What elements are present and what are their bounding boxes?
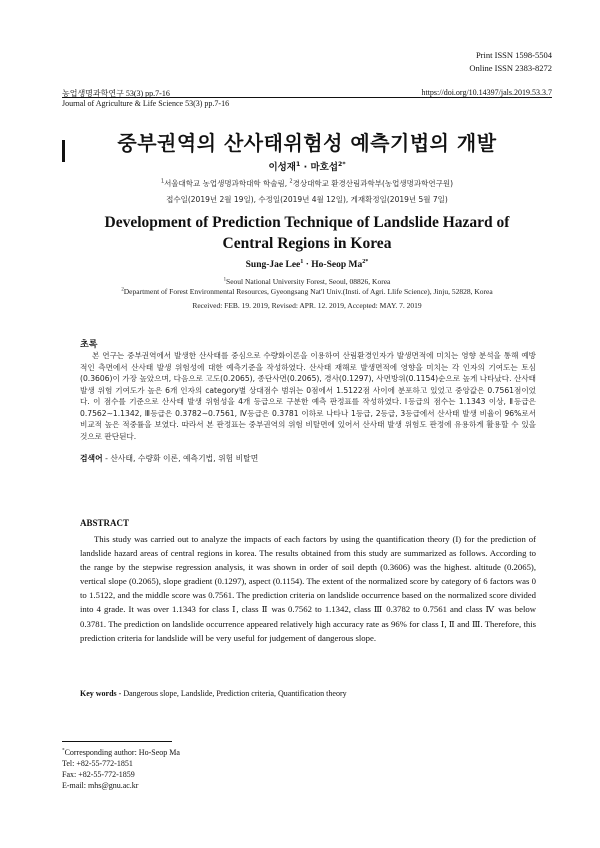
author-1-name: 이성재 [268, 162, 296, 173]
paper-title-korean: 중부권역의 산사태위험성 예측기법의 개발 [117, 131, 497, 155]
keywords-label-korean: 검색어 [80, 454, 103, 463]
footnote-mark: * [62, 747, 65, 754]
author-1-name-en: Sung-Jae Lee [245, 260, 301, 270]
authors-english [62, 260, 552, 270]
author-2-name: · 마호섭 [300, 162, 339, 173]
affiliation-1-english [62, 277, 552, 286]
online-issn: Online ISSN 2383-8272 [469, 63, 552, 73]
doi-link[interactable]: https://doi.org/10.14397/jals.2019.53.3.7 [421, 88, 552, 97]
affil-2-mark-en: 2 [121, 287, 124, 293]
footnote-email[interactable]: E-mail: mhs@gnu.ac.kr [62, 781, 139, 790]
affil-1-mark: 1 [160, 178, 165, 185]
header-divider [62, 97, 552, 98]
author-1-affil-mark: 1 [295, 160, 301, 168]
affiliation-2-english [62, 287, 552, 296]
keywords-list-korean: - 산사태, 수량화 이론, 예측기법, 위험 비탈면 [102, 454, 259, 463]
keywords-list-english: - Dangerous slope, Landslide, Prediction criteria, Quantification theory [116, 689, 347, 698]
keywords-korean [80, 453, 258, 464]
affil-2-mark: 2 [289, 178, 293, 185]
paper-title-english [62, 212, 552, 254]
author-2-name-en: · Ho-Seop Ma [303, 260, 363, 270]
affiliation-1-text: Seoul National University Forest, Seoul, 08826, Korea [226, 277, 391, 286]
author-1-affil-mark-en: 1 [300, 258, 304, 265]
abstract-body-english: This study was carried out to analyze the impacts of each factors by using the quantification theory (I) for the prediction of landslide hazard areas of central regions in korea. The results obtained from this study are summarized as follows. According to the range by the stepwise regression analysis, it was shown in order of soil depth (0.3606) was the highest. altitude (0.2065), vertical slope (0.2065), slope gradient (0.1297), aspect (0.1154). The extent of the normalized score by category of 6 factors was 0 to 1.5122, and the middle score was 0.7561. The prediction criteria on landslide occurrence based on the normalized score divided into 4 grade. It was over 1.1343 for class Ⅰ, class Ⅱ was 0.7562 to 1.1342, class Ⅲ 0.3782 to 0.7561 and class Ⅳ was below 0.3781. The prediction on landslide occurrence appeared relatively high accuracy rate as 96% for class Ⅰ, Ⅱ and Ⅲ. Therefore, this prediction criteria for landslide will be very useful for judgement of dangerous slope. [80, 534, 536, 643]
keywords-english [80, 689, 347, 698]
corresponding-author [62, 748, 180, 758]
title-line-1: Development of Prediction Technique of Landslide Hazard of [104, 214, 510, 231]
footnote-divider [62, 741, 172, 742]
abstract-heading-english: ABSTRACT [80, 518, 130, 528]
dates-english: Received: FEB. 19. 2019, Revised: APR. 12. 2019, Accepted: MAY. 7. 2019 [192, 301, 422, 310]
authors-korean [62, 159, 552, 173]
affiliation-2-text: Department of Forest Environmental Resources, Gyeongsang Nat'l Univ.(Insti. of Agri. Llife Science), Jinju, 52828, Korea [123, 287, 493, 296]
affiliation-2: 경상대학교 환경산림과학부(농업생명과학연구원) [292, 179, 454, 188]
keywords-label-english: Key words [80, 689, 117, 698]
affiliation-1: 서울대학교 농업생명과학대학 학술림, [164, 179, 288, 188]
journal-citation-english: Journal of Agriculture & Life Science 53(3) pp.7-16 [62, 99, 230, 108]
corresponding-author-text: Corresponding author: Ho-Seop Ma [64, 748, 180, 757]
print-issn: Print ISSN 1598-5504 [475, 50, 552, 60]
author-2-affil-mark-en: 2* [362, 258, 369, 265]
footnote-tel: Tel: +82-55-772-1851 [62, 759, 133, 768]
author-2-affil-mark: 2* [338, 160, 346, 168]
title-line-2: Central Regions in Korea [222, 235, 392, 252]
abstract-heading-korean: 초록 [80, 340, 98, 350]
abstract-body-korean: 본 연구는 중부권역에서 발생한 산사태를 중심으로 수량화이론을 이용하여 산림환경인자가 발생면적에 미치는 영향 분석을 통해 예방적인 측면에서 산사태 발생 위험성에 대한 예측기준을 작성하였다. 산사태 재해로 발생면적에 영향을 미치는 각 인자의 기여도는 토심(0.3606)이 가장 높았으며, 다음으로 고도(0.2065), 종단사면(0.2065), 경사(0.1297), 사면방위(0.1154)순으로 높게 나타났다. 산사태 발생 위험 기여도가 높은 6개 인자의 category별 상대점수 범위는 0점에서 1.5122점 사이에 분포하고 있었고 중앙값은 0.7561점이었다. 이 점수를 기준으로 산사태 발생 위험성을 4개 등급으로 구분한 예측 판정표를 작성하였다. Ⅰ등급의 점수는 1.1343 이상, Ⅱ등급은 0.7562∼1.1342, Ⅲ등급은 0.3782∼0.7561, Ⅳ등급은 0.3781 이하로 나타나 1등급, 2등급, 3등급에서 산사태 발생 비율이 96%로서 비교적 높은 적중률을 보였다. 따라서 본 판정표는 중부권역의 위험 비탈면에 있어서 산사태 발생 위험도 판정에 유용하게 활용할 수 있을 것으로 판단된다. [80, 351, 536, 441]
affil-1-mark-en: 1 [223, 277, 227, 283]
affiliations-korean [62, 178, 552, 189]
footnote-fax: Fax: +82-55-772-1859 [62, 770, 135, 779]
journal-citation-korean: 농업생명과학연구 53(3) pp.7-16 [62, 89, 170, 98]
dates-korean: 접수일(2019년 2월 19일), 수정일(2019년 4월 12일), 게재확정일(2019년 5월 7일) [166, 195, 448, 204]
